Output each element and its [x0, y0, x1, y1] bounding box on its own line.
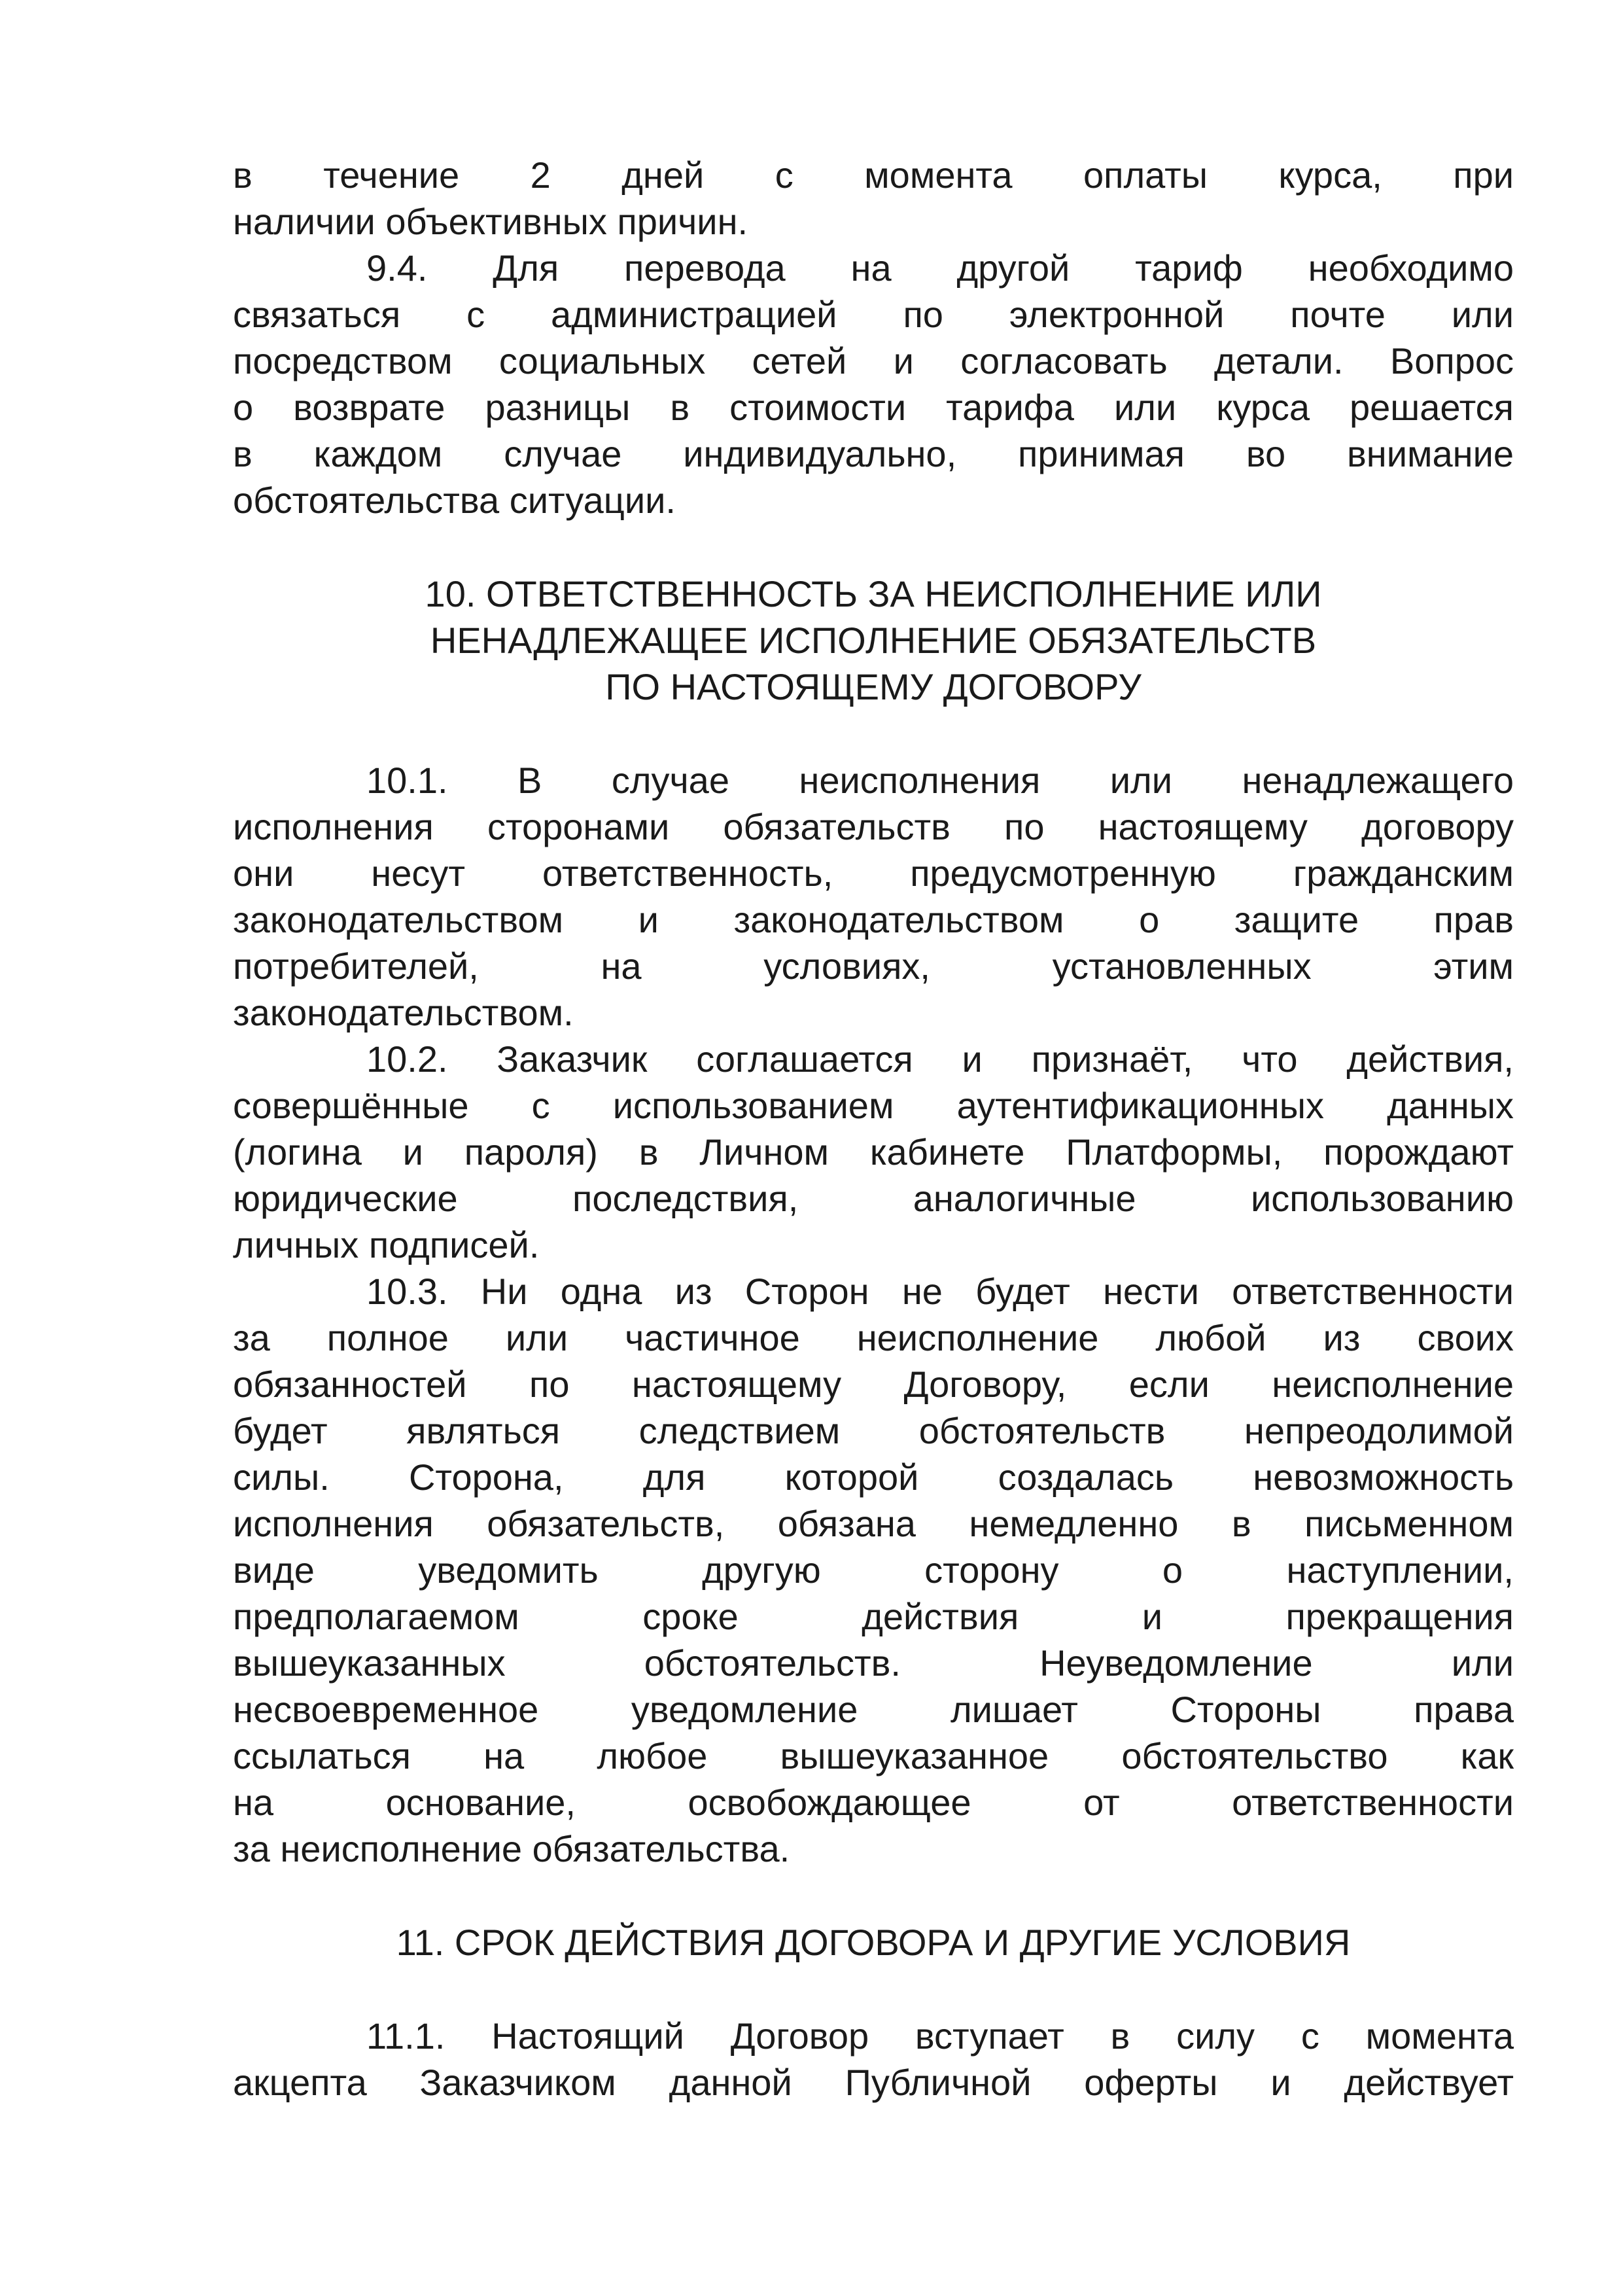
- text-line: 10.2. Заказчик соглашается и признаёт, что действия,: [366, 1038, 1514, 1080]
- text-line: ссылаться на любое вышеуказанное обстоятельство как: [233, 1735, 1514, 1776]
- section-11-heading: [233, 1919, 1514, 1966]
- text-line: (логина и пароля) в Личном кабинете Платформы, порождают: [233, 1131, 1514, 1173]
- paragraph-10-3: [233, 1268, 1514, 1872]
- text-line: будет являться следствием обстоятельств непреодолимой: [233, 1410, 1514, 1451]
- text-line: посредством социальных сетей и согласовать детали. Вопрос: [233, 340, 1514, 381]
- text-line: несвоевременное уведомление лишает Стороны права: [233, 1689, 1514, 1730]
- text-line: личных подписей.: [233, 1224, 540, 1265]
- text-line: исполнения обязательств, обязана немедленно в письменном: [233, 1503, 1514, 1544]
- text-line: совершённые с использованием аутентификационных данных: [233, 1085, 1514, 1126]
- text-line: они несут ответственность, предусмотренную гражданским: [233, 853, 1514, 894]
- text-line: законодательством.: [233, 992, 574, 1033]
- text-line: за неисполнение обязательства.: [233, 1828, 790, 1869]
- text-line: связаться с администрацией по электронной почте или: [233, 294, 1514, 335]
- heading-line: НЕНАДЛЕЖАЩЕЕ ИСПОЛНЕНИЕ ОБЯЗАТЕЛЬСТВ: [430, 620, 1317, 661]
- paragraph-10-2: [233, 1036, 1514, 1268]
- text-line: 11.1. Настоящий Договор вступает в силу с момента: [366, 2015, 1514, 2057]
- text-line: законодательством и законодательством о защите прав: [233, 899, 1514, 940]
- text-line: обязанностей по настоящему Договору, если неисполнение: [233, 1364, 1514, 1405]
- paragraph-10-1: [233, 757, 1514, 1036]
- section-10-heading: [233, 571, 1514, 710]
- paragraph-9-4: [233, 245, 1514, 523]
- text-line: о возврате разницы в стоимости тарифа или курса решается: [233, 387, 1514, 428]
- text-line: виде уведомить другую сторону о наступлении,: [233, 1549, 1514, 1591]
- document-page: [233, 152, 1514, 2106]
- heading-line: ПО НАСТОЯЩЕМУ ДОГОВОРУ: [605, 666, 1142, 707]
- text-line: вышеуказанных обстоятельств. Неуведомление или: [233, 1642, 1514, 1684]
- heading-line: 10. ОТВЕТСТВЕННОСТЬ ЗА НЕИСПОЛНЕНИЕ ИЛИ: [425, 573, 1322, 614]
- paragraph-11-1: [233, 2013, 1514, 2106]
- text-line: обстоятельства ситуации.: [233, 480, 676, 521]
- text-line: за полное или частичное неисполнение любой из своих: [233, 1317, 1514, 1358]
- text-line: предполагаемом сроке действия и прекращения: [233, 1596, 1514, 1637]
- text-line: 10.1. В случае неисполнения или ненадлежащего: [366, 760, 1514, 801]
- text-line: на основание, освобождающее от ответственности: [233, 1782, 1514, 1823]
- text-line: в течение 2 дней с момента оплаты курса, при: [233, 154, 1514, 196]
- text-line: в каждом случае индивидуально, принимая во внимание: [233, 433, 1514, 474]
- text-line: 9.4. Для перевода на другой тариф необходимо: [366, 247, 1514, 289]
- text-line: потребителей, на условиях, установленных этим: [233, 945, 1514, 987]
- text-line: исполнения сторонами обязательств по настоящему договору: [233, 806, 1514, 847]
- heading-line: 11. СРОК ДЕЙСТВИЯ ДОГОВОРА И ДРУГИЕ УСЛОВИЯ: [396, 1922, 1351, 1963]
- text-line: 10.3. Ни одна из Сторон не будет нести ответственности: [366, 1271, 1514, 1312]
- text-line: акцепта Заказчиком данной Публичной оферты и действует: [233, 2062, 1514, 2103]
- text-line: юридические последствия, аналогичные использованию: [233, 1178, 1514, 1219]
- paragraph-9-3-tail: [233, 152, 1514, 245]
- text-line: силы. Сторона, для которой создалась невозможность: [233, 1457, 1514, 1498]
- text-line: наличии объективных причин.: [233, 201, 748, 242]
